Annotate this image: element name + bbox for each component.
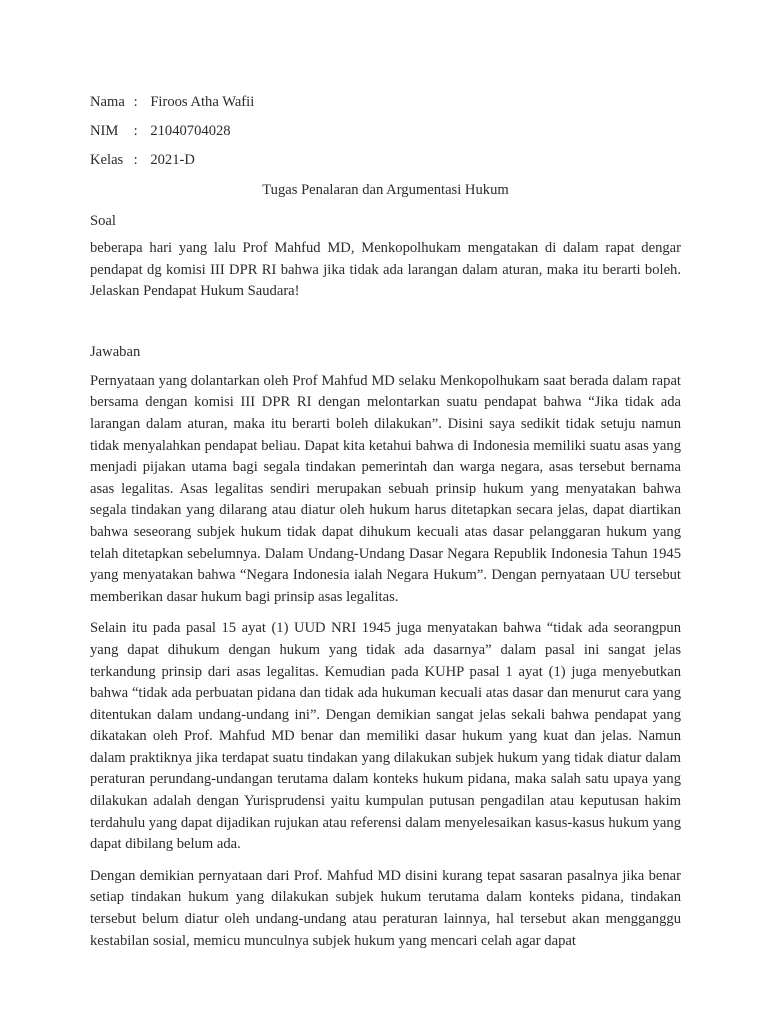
- answer-paragraph-3: Dengan demikian pernyataan dari Prof. Mahfud MD disini kurang tepat sasaran pasalnya jika benar setiap tindakan hukum yang dilakukan subjek hukum terutama dalam konteks pidana, tindakan tersebut belum diatur oleh undang-undang atau peraturan lainnya, hal tersebut akan mengganggu kestabilan sosial, memicu munculnya subjek hukum yang mencari celah agar dapat: [90, 867, 681, 949]
- answer-paragraph-2: Selain itu pada pasal 15 ayat (1) UUD NRI 1945 juga menyatakan bahwa “tidak ada seorangpun yang dapat dihukum dengan hukum yang tidak ada dasarnya” dalam pasal ini sangat jelas terkandung prinsip dari asas legalitas. Kemudian pada KUHP pasal 1 ayat (1) juga menyebutkan bahwa “tidak ada perbuatan pidana dan tidak ada hukuman kecuali atas dasar dan menurut cara yang ditentukan dalam undang-undang ini”. Dengan demikian sangat jelas sekali bahwa pendapat yang dikatakan oleh Prof. Mahfud MD benar dan memiliki dasar hukum yang kuat dan jelas. Namun dalam praktiknya jika terdapat suatu tindakan yang dilakukan subjek hukum yang tidak diatur dalam peraturan perundang-undangan terutama dalam konteks hukum pidana, maka salah satu upaya yang dilakukan adalah dengan Yurisprudensi yaitu kumpulan putusan pengadilan atau keputusan hakim terdahulu yang dapat dijadikan rujukan atau referensi dalam menyelesaikan kasus-kasus hukum yang dapat dibilang belum ada.: [90, 620, 681, 853]
- nim-value: 21040704028: [150, 123, 231, 139]
- nim-colon: :: [133, 123, 138, 139]
- nim-label: NIM: [90, 123, 119, 139]
- kelas-label: Kelas: [90, 152, 124, 168]
- name-colon: :: [133, 94, 138, 110]
- kelas-value: 2021-D: [150, 152, 195, 168]
- name-label: Nama: [90, 94, 125, 110]
- name-value: Firoos Atha Wafii: [150, 94, 255, 110]
- kelas-row: [90, 149, 681, 178]
- document-page: [90, 91, 681, 952]
- question-heading: Soal: [90, 213, 116, 229]
- name-row: [90, 91, 681, 120]
- answer-paragraph-1: Pernyataan yang dolantarkan oleh Prof Mahfud MD selaku Menkopolhukam saat berada dalam rapat bersama dengan komisi III DPR RI dengan melontarkan suatu pendapat bahwa “Jika tidak ada larangan dalam aturan, maka itu berarti boleh dilakukan”. Disini saya sedikit tidak setuju namun tidak menyalahkan pendapat beliau. Dapat kita ketahui bahwa di Indonesia memiliki suatu asas yang menjadi pijakan utama bagi segala tindakan pemerintah dan warga negara, asas tersebut bernama asas legalitas. Asas legalitas sendiri merupakan sebuah prinsip hukum yang menyatakan bahwa segala tindakan yang dilarang atau diatur oleh hukum harus ditetapkan secara jelas, dapat diartikan bahwa seseorang subjek hukum tidak dapat dihukum kecuali atas dasar pelanggaran hukum yang telah ditetapkan sebelumnya. Dalam Undang-Undang Dasar Negara Republik Indonesia Tahun 1945 yang menyatakan bahwa “Negara Indonesia ialah Negara Hukum”. Dengan pernyataan UU tersebut memberikan dasar hukum bagi prinsip asas legalitas.: [90, 372, 681, 605]
- document-title: Tugas Penalaran dan Argumentasi Hukum: [262, 182, 509, 198]
- question-text: beberapa hari yang lalu Prof Mahfud MD, Menkopolhukam mengatakan di dalam rapat dengar pendapat dg komisi III DPR RI bahwa jika tidak ada larangan dalam aturan, maka itu berarti boleh. Jelaskan Pendapat Hukum Saudara!: [90, 240, 681, 300]
- kelas-colon: :: [133, 152, 138, 168]
- nim-row: [90, 120, 681, 149]
- answer-heading: Jawaban: [90, 343, 141, 360]
